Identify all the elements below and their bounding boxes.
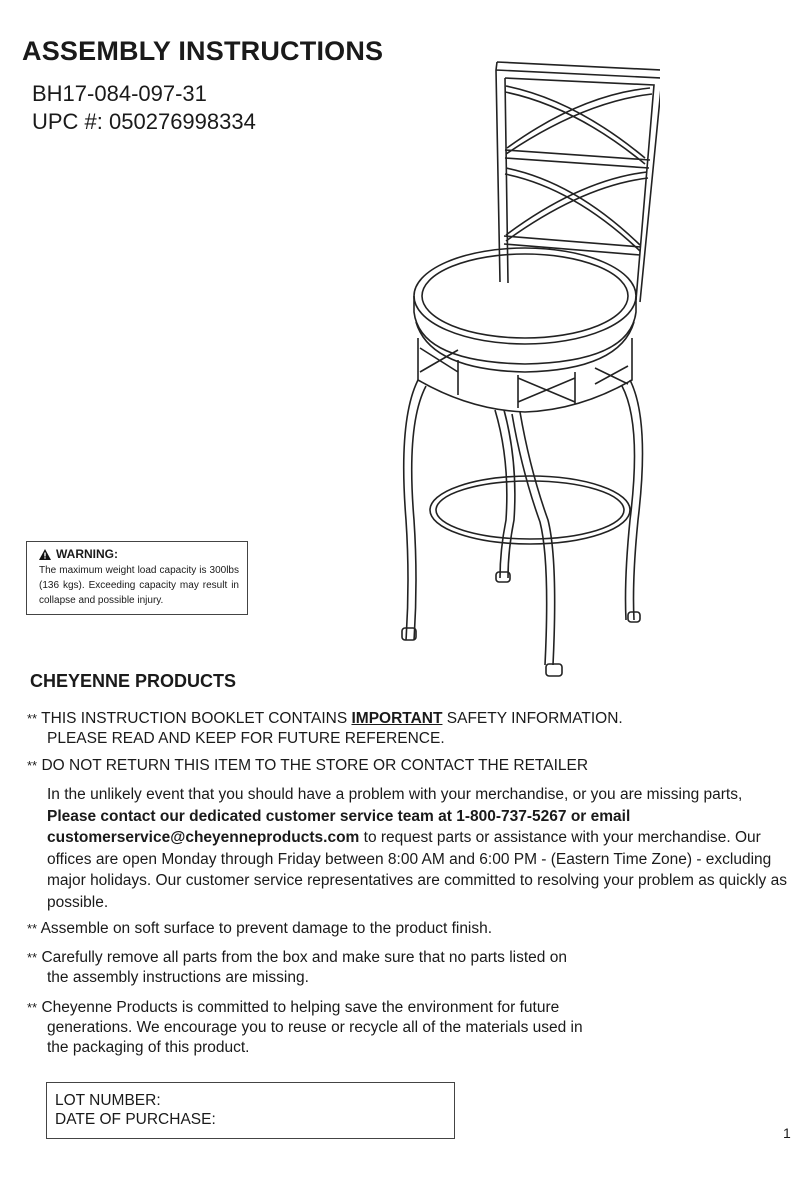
seat-apron (418, 338, 632, 412)
warning-box (26, 541, 248, 615)
backrest-frame (496, 62, 660, 302)
date-of-purchase-label: DATE OF PURCHASE: (55, 1111, 216, 1128)
note-do-not-return: ** DO NOT RETURN THIS ITEM TO THE STORE OR CONTACT THE RETAILER (27, 757, 589, 774)
warning-text: The maximum weight load capacity is 300lbs (136 kgs). Exceeding capacity may result in collapse and possible injury. (39, 565, 239, 606)
customer-service-paragraph: In the unlikely event that you should have a problem with your merchandise, or you are missing parts, Please contact our dedicated customer service team at 1-800-737-5267 or email customerservice@cheyenneproducts.com to request parts or assistance with your merchandise. Our offices are open Monday through Friday between 8:00 AM and 6:00 PM - (Eastern Time Zone) - excluding major holidays. Our customer service representatives are committed to resolving your problem as quickly as possible. (47, 786, 787, 911)
bar-stool-illustration (400, 55, 660, 685)
contact-info: Please contact our dedicated customer service team at 1-800-737-5267 or email customerservice@cheyenneproducts.com (47, 807, 631, 846)
seat-top (414, 248, 636, 344)
note-important: ** THIS INSTRUCTION BOOKLET CONTAINS IMPORTANT SAFETY INFORMATION. PLEASE READ AND KEEP FOR FUTURE REFERENCE. (27, 710, 623, 747)
brand-heading: CHEYENNE PRODUCTS (30, 671, 237, 691)
stool-leg (404, 380, 426, 640)
model-number: BH17-084-097-31 (32, 81, 207, 106)
important-emphasis: IMPORTANT (351, 710, 443, 727)
note-check-parts: ** Carefully remove all parts from the box and make sure that no parts listed on the assembly instructions are missing. (27, 949, 567, 986)
foot-ring (430, 476, 630, 544)
document-title: ASSEMBLY INSTRUCTIONS (22, 36, 384, 66)
foot-cap (546, 664, 562, 676)
stool-leg (495, 410, 515, 578)
lot-info-box (46, 1082, 455, 1139)
warning-triangle-icon (39, 549, 51, 560)
lot-number-label: LOT NUMBER: (55, 1092, 161, 1109)
upc-code: UPC #: 050276998334 (32, 109, 256, 134)
note-soft-surface: ** Assemble on soft surface to prevent damage to the product finish. (27, 920, 493, 937)
page-number: 1 (783, 1125, 791, 1141)
warning-title: WARNING: (56, 547, 118, 561)
note-environment: ** Cheyenne Products is committed to helping save the environment for future generations. We encourage you to reuse or recycle all of the materials used in the packaging of this product. (27, 999, 583, 1056)
